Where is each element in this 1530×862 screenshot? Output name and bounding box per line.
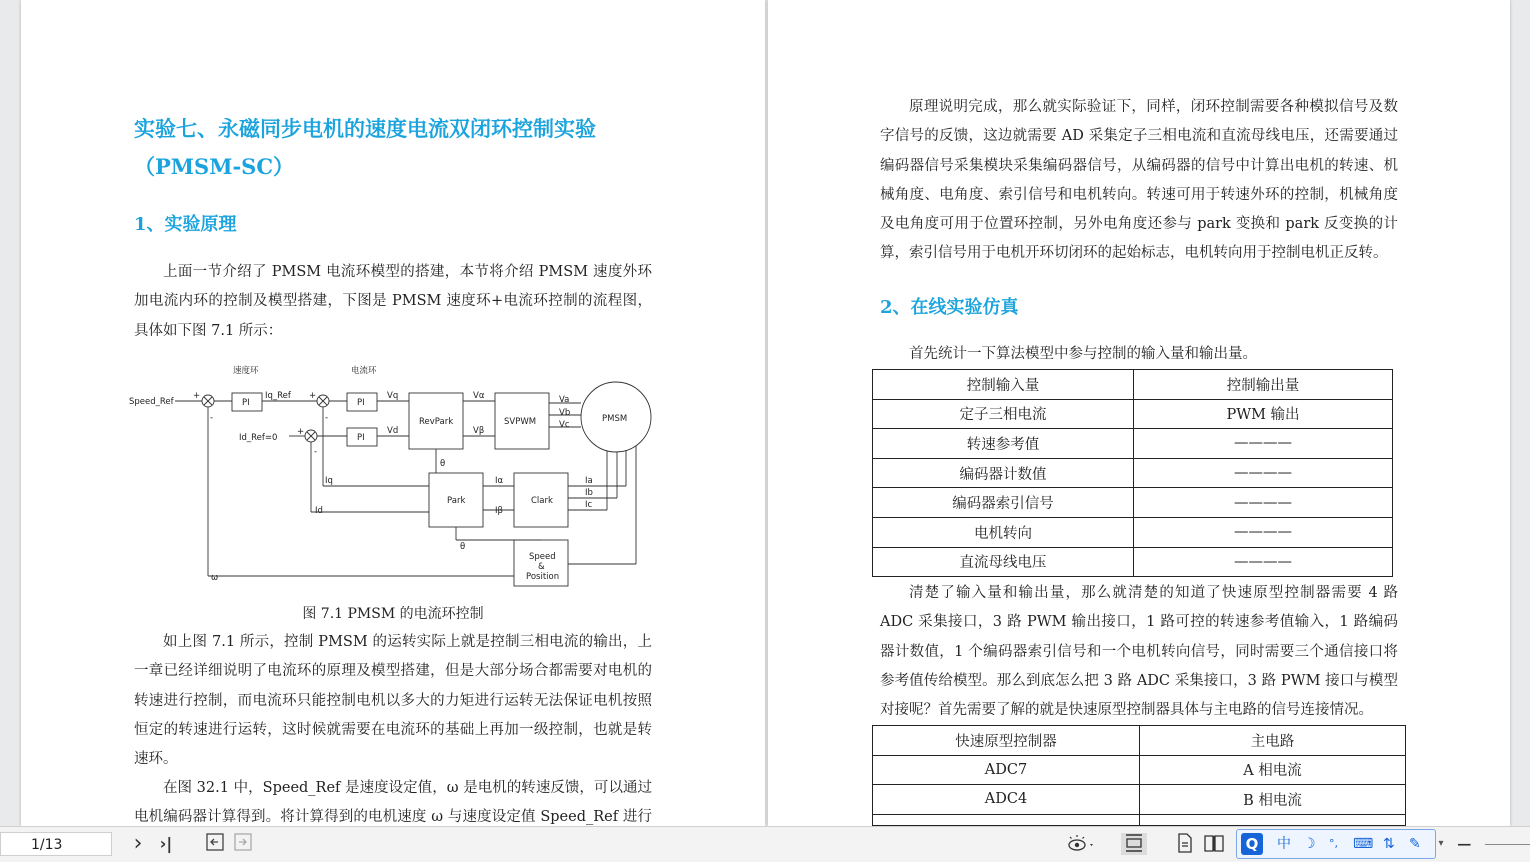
keyboard-icon[interactable]: ⌨ (1353, 836, 1374, 852)
table-cell: ———— (1134, 429, 1393, 459)
table-header-row (873, 370, 1393, 400)
table-header-cell: 控制输入量 (873, 370, 1134, 400)
table-row (873, 429, 1393, 459)
navigate-forward-button[interactable] (233, 833, 253, 855)
label-id-ref: Id_Ref=0 (239, 433, 278, 443)
section1-heading: 1、实验原理 (134, 214, 237, 235)
table-row (873, 399, 1393, 429)
table-cell (1140, 814, 1406, 825)
table-row (873, 755, 1406, 785)
label-pi-id: PI (357, 433, 365, 443)
label-ib: Ib (585, 488, 593, 498)
label-ialpha: Iα (495, 476, 504, 486)
label-speed: Speed (529, 552, 556, 562)
label-plus-iq: + (309, 391, 317, 401)
table-cell: ———— (1134, 547, 1393, 577)
table-row (873, 814, 1406, 825)
next-page-button[interactable]: › (133, 831, 143, 856)
forward-arrow-icon (234, 833, 252, 851)
document-icon (1177, 833, 1193, 853)
toolbox-icon[interactable]: ⇅ (1383, 836, 1395, 852)
section2-heading: 2、在线实验仿真 (880, 297, 1019, 318)
label-pi-iq: PI (357, 398, 365, 408)
table-row (873, 458, 1393, 488)
label-position: Position (526, 572, 560, 582)
label-iq: Iq (325, 476, 333, 486)
pmsm-control-diagram (129, 362, 661, 590)
label-omega: ω (211, 573, 219, 583)
figure-caption: 图 7.1 PMSM 的电流环控制 (302, 606, 484, 622)
page-number-input[interactable]: 1/13 (0, 832, 112, 856)
continuous-page-icon (1123, 833, 1145, 853)
right-paragraph-1: 原理说明完成，那么就实际验证下，同样，闭环控制需要各种模拟信号及数字信号的反馈，这边就需要 AD 采集定子三相电流和直流母线电压，还需要通过编码器信号采集模块采集编码器信号，从编码器的信号中计算出电机的转速、机械角度、电角度、索引信号和电机转向。转速可用于转速外环的控制，机械角度及电角度可用于位置环控制，另外电角度还参与 park 变换和 park 反变换的计算，索引信号用于电机开环切闭环的起始标志，电机转向用于控制电机正反转。 (880, 99, 1398, 262)
ime-dropdown-icon[interactable]: ▾ (1438, 838, 1444, 849)
left-paragraph-1: 上面一节介绍了 PMSM 电流环模型的搭建，本节将介绍 PMSM 速度外环加电流内环的控制及模型搭建，下图是 PMSM 速度环+电流环控制的流程图，具体如下图 7.1 所示： (134, 264, 652, 339)
table-cell: PWM 输出 (1134, 399, 1393, 429)
table-header-row (873, 726, 1406, 756)
right-paragraph-3: 清楚了输入量和输出量，那么就清楚的知道了快速原型控制器需要 4 路 ADC 采集接口，3 路 PWM 输出接口，1 路可控的转速参考值输入，1 路编码器计数值，1 个编码器索引信号和一个电机转向信号，同时需要三个通信接口将参考值传给模型。那么到底怎么把 3 路 ADC 采集接口，3 路 PWM 接口与模型对接呢？首先需要了解的就是快速原型控制器具体与主电路的信号连接情况。 (880, 585, 1398, 719)
label-theta-bottom: θ (460, 542, 466, 552)
punctuation-icon[interactable]: °, (1329, 837, 1338, 850)
table-row (873, 488, 1393, 518)
signal-table (872, 725, 1406, 826)
table-cell: 转速参考值 (873, 429, 1134, 459)
table-cell: ———— (1134, 488, 1393, 518)
label-vq: Vq (387, 391, 399, 401)
label-ic: Ic (585, 500, 593, 510)
table-cell: ———— (1134, 517, 1393, 547)
two-page-icon (1203, 833, 1225, 853)
zoom-out-button[interactable]: − (1456, 832, 1473, 856)
table-cell: ———— (1134, 458, 1393, 488)
table-cell (873, 814, 1140, 825)
wrench-icon[interactable]: ✎ (1409, 836, 1421, 852)
right-paragraph-2: 首先统计一下算法模型中参与控制的输入量和输出量。 (909, 346, 1257, 362)
label-minus-iq: - (325, 413, 329, 423)
label-id: Id (315, 506, 323, 516)
eye-icon (1066, 833, 1096, 853)
label-pi-speed: PI (242, 398, 250, 408)
table-cell: ADC7 (873, 755, 1140, 785)
table-cell: A 相电流 (1140, 755, 1406, 785)
table-row (873, 785, 1406, 815)
label-speed-ref: Speed_Ref (129, 397, 174, 407)
table-cell: 电机转向 (873, 517, 1134, 547)
last-page-button[interactable]: ›| (159, 834, 173, 853)
read-mode-button[interactable] (1063, 833, 1099, 855)
label-revpark: RevPark (419, 417, 454, 427)
label-park: Park (447, 496, 466, 506)
page-view-button[interactable] (1175, 833, 1195, 855)
label-valpha: Vα (473, 391, 485, 401)
table-header-cell: 快速原型控制器 (873, 726, 1140, 756)
two-page-view-button[interactable] (1202, 833, 1226, 855)
ime-toolbar (1236, 829, 1436, 859)
single-page-view-button[interactable] (1121, 833, 1147, 855)
title-line-2: （PMSM-SC） (134, 154, 295, 179)
title-line-1: 实验七、永磁同步电机的速度电流双闭环控制实验 (134, 116, 596, 141)
table-header-cell: 主电路 (1140, 726, 1406, 756)
table-cell: 编码器计数值 (873, 458, 1134, 488)
label-ampersand: & (538, 562, 545, 572)
table-cell: 直流母线电压 (873, 547, 1134, 577)
table-row (873, 547, 1393, 577)
document-title (134, 110, 596, 186)
zoom-slider-track[interactable] (1485, 844, 1530, 845)
bottom-toolbar (0, 826, 1530, 862)
left-paragraph-3: 在图 32.1 中，Speed_Ref 是速度设定值，ω 是电机的转速反馈，可以通过电机编码器计算得到。将计算得到的电机速度 ω 与速度设定值 Speed_Ref 进行 (134, 780, 652, 826)
label-plus-speed: + (193, 391, 201, 401)
label-vb: Vb (559, 408, 571, 418)
back-arrow-icon (206, 833, 224, 851)
label-minus-id: - (314, 447, 318, 457)
table-cell: 定子三相电流 (873, 399, 1134, 429)
label-current-loop: 电流环 (351, 366, 377, 376)
left-paragraph-2: 如上图 7.1 所示，控制 PMSM 的运转实际上就是控制三相电流的输出，上一章已经详细说明了电流环的原理及模型搭建，但是大部分场合都需要对电机的转速进行控制，而电流环只能控制电机以多大的力矩进行运转无法保证电机按照恒定的转速进行运转，这时候就需要在电流环的基础上再加一级控制，也就是转速环。 (134, 634, 652, 768)
label-vc: Vc (559, 420, 570, 430)
left-page (21, 0, 765, 826)
table-cell: B 相电流 (1140, 785, 1406, 815)
io-table (872, 369, 1393, 577)
table-cell: ADC4 (873, 785, 1140, 815)
label-svpwm: SVPWM (504, 417, 537, 427)
label-minus-speed: - (210, 413, 214, 423)
label-plus-id: + (297, 427, 305, 437)
table-header-cell: 控制输出量 (1134, 370, 1393, 400)
navigate-back-button[interactable] (205, 833, 225, 855)
ime-logo-icon[interactable]: Q (1241, 833, 1263, 855)
label-theta-top: θ (440, 459, 446, 469)
moon-icon[interactable]: ☽ (1303, 836, 1316, 852)
ime-chinese-mode[interactable]: 中 (1277, 836, 1291, 852)
label-va: Va (559, 395, 570, 405)
label-pmsm: PMSM (602, 414, 628, 424)
right-page (768, 0, 1510, 826)
label-vd: Vd (387, 426, 399, 436)
table-row (873, 517, 1393, 547)
label-iq-ref: Iq_Ref (265, 391, 291, 401)
label-clark: Clark (531, 496, 553, 506)
label-ia: Ia (585, 476, 593, 486)
table-cell: 编码器索引信号 (873, 488, 1134, 518)
label-speed-loop: 速度环 (233, 366, 259, 376)
label-ibeta: Iβ (495, 506, 503, 516)
label-vbeta: Vβ (473, 426, 485, 436)
